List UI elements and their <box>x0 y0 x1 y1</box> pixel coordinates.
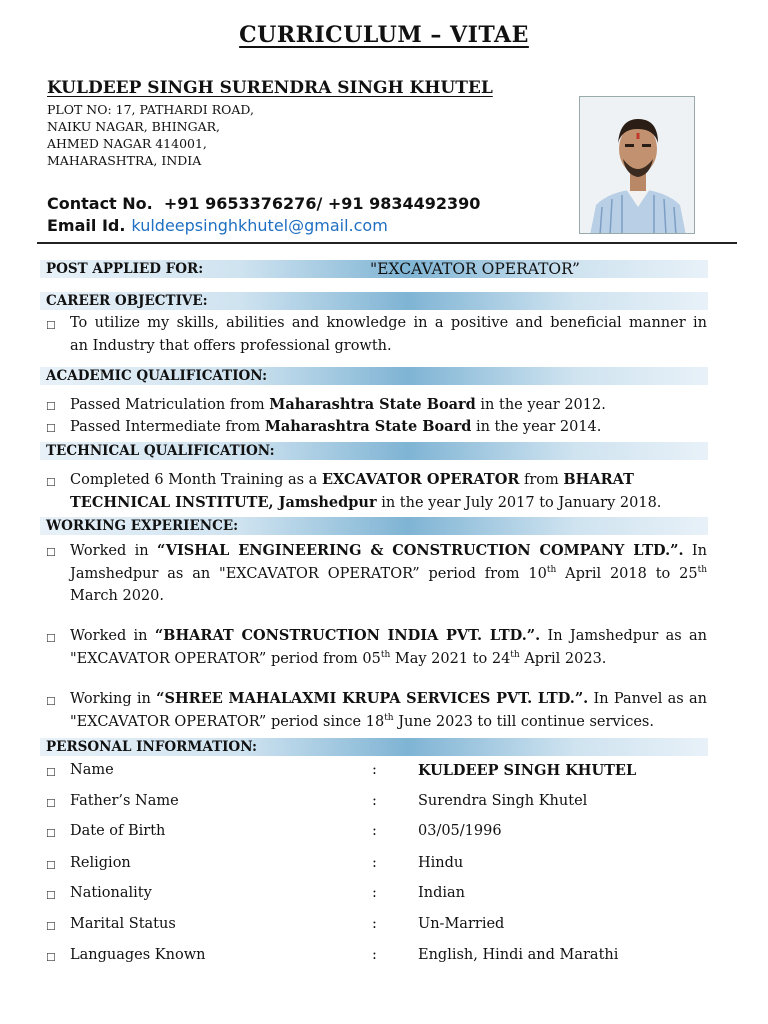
colon: : <box>372 855 377 871</box>
personal-label: Date of Birth <box>70 823 166 839</box>
colon: : <box>372 823 377 839</box>
square-bullet-icon: ☐ <box>46 476 56 489</box>
address-line: AHMED NAGAR 414001, <box>47 136 207 151</box>
personal-value: Hindu <box>418 855 464 871</box>
colon: : <box>372 916 377 932</box>
square-bullet-icon: ☐ <box>46 695 56 708</box>
post-applied-band: POST APPLIED FOR: "EXCAVATOR OPERATOR” <box>40 260 708 278</box>
address-line: MAHARASHTRA, INDIA <box>47 153 202 168</box>
experience-line: Worked in “BHARAT CONSTRUCTION INDIA PVT. LTD.”. In Jamshedpur as an <box>70 627 707 644</box>
career-objective-line: an Industry that offers professional growth. <box>70 338 392 354</box>
header-divider <box>37 242 737 244</box>
experience-line: "EXCAVATOR OPERATOR” period from 05th May 2021 to 24th April 2023. <box>70 650 607 667</box>
square-bullet-icon: ☐ <box>46 422 56 435</box>
experience-heading: WORKING EXPERIENCE: <box>40 517 708 535</box>
email: Email Id. kuldeepsinghkhutel@gmail.com <box>47 216 388 235</box>
career-objective-line: To utilize my skills, abilities and knowledge in a positive and beneficial manner in <box>70 315 707 331</box>
experience-line: Worked in “VISHAL ENGINEERING & CONSTRUCTION COMPANY LTD.”. In <box>70 542 707 559</box>
academic-item: Passed Intermediate from Maharashtra State Board in the year 2014. <box>70 418 602 435</box>
square-bullet-icon: ☐ <box>46 951 56 964</box>
colon: : <box>372 947 377 963</box>
technical-item-line: Completed 6 Month Training as a EXCAVATOR OPERATOR from BHARAT <box>70 471 634 488</box>
post-applied-value: "EXCAVATOR OPERATOR” <box>370 260 580 278</box>
personal-label: Father’s Name <box>70 793 179 809</box>
colon: : <box>372 793 377 809</box>
experience-line: "EXCAVATOR OPERATOR” period since 18th June 2023 to till continue services. <box>70 713 654 730</box>
square-bullet-icon: ☐ <box>46 827 56 840</box>
square-bullet-icon: ☐ <box>46 889 56 902</box>
personal-heading: PERSONAL INFORMATION: <box>40 738 708 756</box>
personal-label: Name <box>70 762 114 778</box>
square-bullet-icon: ☐ <box>46 766 56 779</box>
personal-value: Un-Married <box>418 916 505 932</box>
personal-label: Languages Known <box>70 947 206 963</box>
technical-heading: TECHNICAL QUALIFICATION: <box>40 442 708 460</box>
profile-photo <box>579 96 695 234</box>
technical-item-line: TECHNICAL INSTITUTE, Jamshedpur in the year July 2017 to January 2018. <box>70 494 662 511</box>
experience-line: March 2020. <box>70 588 165 604</box>
academic-heading: ACADEMIC QUALIFICATION: <box>40 367 708 385</box>
email-link[interactable]: kuldeepsinghkhutel@gmail.com <box>131 216 388 235</box>
experience-line: Jamshedpur as an "EXCAVATOR OPERATOR” period from 10th April 2018 to 25th <box>70 565 707 582</box>
candidate-name: KULDEEP SINGH SURENDRA SINGH KHUTEL <box>47 78 493 98</box>
personal-label: Religion <box>70 855 131 871</box>
personal-value: English, Hindi and Marathi <box>418 947 619 963</box>
personal-value: KULDEEP SINGH KHUTEL <box>418 762 637 779</box>
address-line: PLOT NO: 17, PATHARDI ROAD, <box>47 102 254 117</box>
personal-label: Marital Status <box>70 916 176 932</box>
colon: : <box>372 885 377 901</box>
contact-number: Contact No. +91 9653376276/ +91 9834492390 <box>47 194 481 213</box>
square-bullet-icon: ☐ <box>46 797 56 810</box>
square-bullet-icon: ☐ <box>46 546 56 559</box>
academic-item: Passed Matriculation from Maharashtra State Board in the year 2012. <box>70 396 606 413</box>
square-bullet-icon: ☐ <box>46 400 56 413</box>
personal-label: Nationality <box>70 885 152 901</box>
square-bullet-icon: ☐ <box>46 920 56 933</box>
square-bullet-icon: ☐ <box>46 319 56 332</box>
address-line: NAIKU NAGAR, BHINGAR, <box>47 119 220 134</box>
experience-line: Working in “SHREE MAHALAXMI KRUPA SERVICES PVT. LTD.”. In Panvel as an <box>70 690 707 707</box>
colon: : <box>372 762 377 778</box>
career-objective-heading: CAREER OBJECTIVE: <box>40 292 708 310</box>
square-bullet-icon: ☐ <box>46 859 56 872</box>
personal-value: Surendra Singh Khutel <box>418 793 588 809</box>
cv-title: CURRICULUM – VITAE <box>239 22 529 48</box>
personal-value: 03/05/1996 <box>418 823 502 839</box>
square-bullet-icon: ☐ <box>46 632 56 645</box>
personal-value: Indian <box>418 885 465 901</box>
